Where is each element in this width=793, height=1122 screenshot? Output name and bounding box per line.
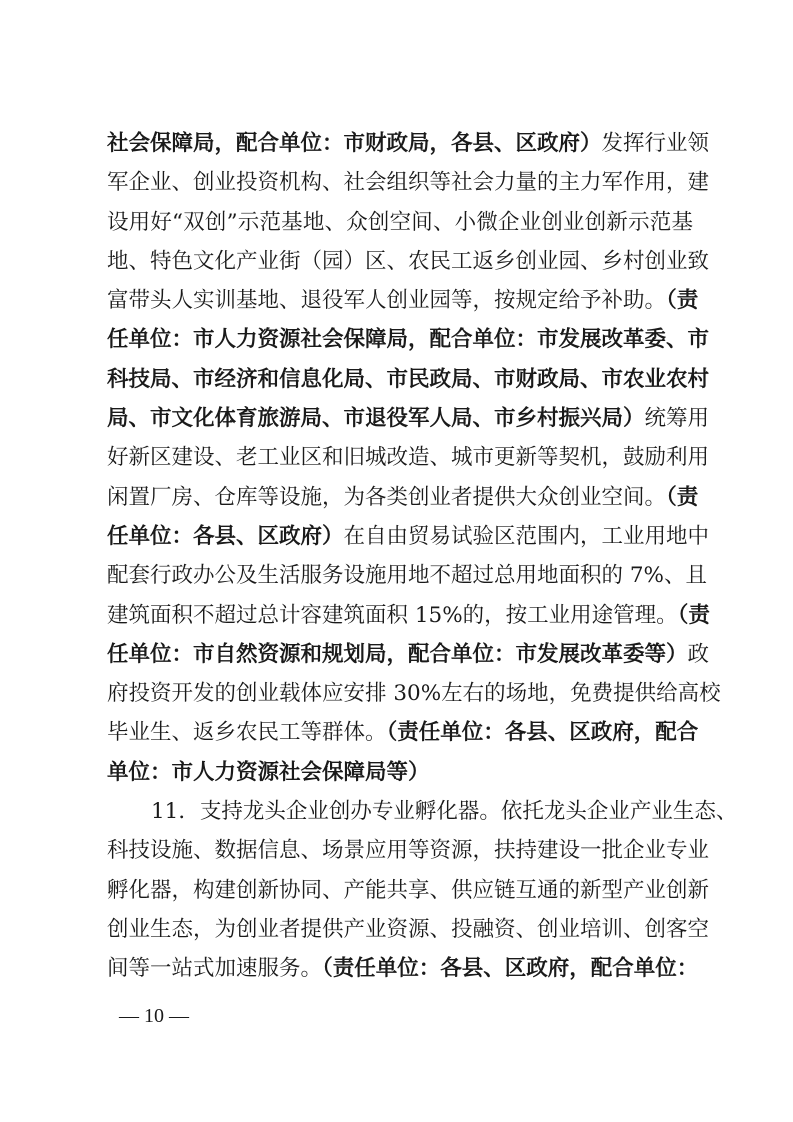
text-segment: 建筑面积不超过总计容建筑面积 15%的，按工业用途管理。 (107, 602, 678, 628)
text-segment: 闲置厂房、仓库等设施，为各类创业者提供大众创业空间。 (107, 484, 667, 510)
text-line (107, 792, 738, 831)
bold-text-segment: 科技局、市经济和信息化局、市民政局、市财政局、市农业农村 (107, 366, 710, 392)
text-line (107, 399, 710, 438)
page-number: — 10 — (119, 1005, 189, 1027)
bold-text-segment: （责 (666, 288, 699, 314)
body-text (107, 124, 738, 989)
text-line (107, 713, 699, 752)
bold-text-segment: 社会保障局，配合单位：市财政局，各县、区政府） (107, 131, 602, 156)
text-line (107, 635, 710, 674)
text-segment: 地、特色文化产业街（园）区、农民工返乡创业园、乡村创业致 (107, 248, 710, 274)
text-line (107, 242, 710, 281)
text-segment: 科技设施、数据信息、场景应用等资源，扶持建设一批企业专业 (107, 838, 710, 864)
text-segment: 府投资开发的创业载体应安排 30%左右的场地，免费提供给高校 (107, 681, 721, 707)
bold-text-segment: （责 (677, 602, 710, 628)
text-line (107, 753, 693, 792)
text-line (107, 517, 710, 556)
text-line (107, 281, 699, 320)
text-segment: 间等一站式加速服务。 (107, 956, 323, 982)
bold-text-segment: 任单位：市人力资源社会保障局，配合单位：市发展改革委、市 (107, 327, 710, 353)
text-line (107, 910, 710, 949)
bold-text-segment: 局、市文化体育旅游局、市退役军人局、市乡村振兴局） (107, 406, 645, 432)
text-line (107, 871, 710, 910)
text-line (107, 203, 693, 242)
text-line (107, 360, 710, 399)
text-segment: 创业生态，为创业者提供产业资源、投融资、创业培训、创客空 (107, 916, 710, 942)
text-segment: 发挥行业领 (601, 131, 710, 156)
text-segment: 毕业生、返乡农民工等群体。 (107, 720, 387, 746)
bold-text-segment: （责 (666, 484, 699, 510)
text-segment: 军企业、创业投资机构、社会组织等社会力量的主力军作用，建 (107, 170, 710, 196)
text-segment: 设用好“双创”示范基地、众创空间、小微企业创业创新示范基 (107, 209, 693, 235)
text-segment: 统筹用 (644, 406, 710, 432)
text-segment: 孵化器，构建创新协同、产能共享、供应链互通的新型产业创新 (107, 877, 710, 903)
text-segment: 政 (687, 641, 710, 667)
bold-text-segment: 任单位：市自然资源和规划局，配合单位：市发展改革委等） (107, 641, 688, 667)
text-segment: 好新区建设、老工业区和旧城改造、城市更新等契机，鼓励利用 (107, 445, 710, 471)
text-line (107, 438, 710, 477)
text-segment: 配套行政办公及生活服务设施用地不超过总用地面积的 7%、且 (107, 563, 707, 589)
bold-text-segment: 单位：市人力资源社会保障局等） (107, 759, 430, 785)
text-line (107, 124, 710, 163)
text-line (107, 478, 699, 517)
text-line (107, 831, 710, 870)
text-segment: 依托龙头企业产业生态、 (500, 799, 738, 825)
bold-text-segment: 任单位：各县、区政府） (107, 523, 344, 549)
text-segment: 在自由贸易试验区范围内，工业用地中 (343, 523, 710, 549)
text-segment: 11．支持龙头企业创办专业孵化器。 (151, 799, 501, 825)
text-line (107, 556, 707, 595)
text-line (107, 674, 721, 713)
text-segment: 富带头人实训基地、退役军人创业园等，按规定给予补助。 (107, 288, 667, 314)
text-line (107, 596, 710, 635)
bold-text-segment: （责任单位：各县、区政府，配合 (386, 720, 699, 746)
text-line (107, 163, 710, 202)
text-line (107, 949, 699, 988)
text-line (107, 320, 710, 359)
bold-text-segment: （责任单位：各县、区政府，配合单位： (322, 956, 699, 982)
